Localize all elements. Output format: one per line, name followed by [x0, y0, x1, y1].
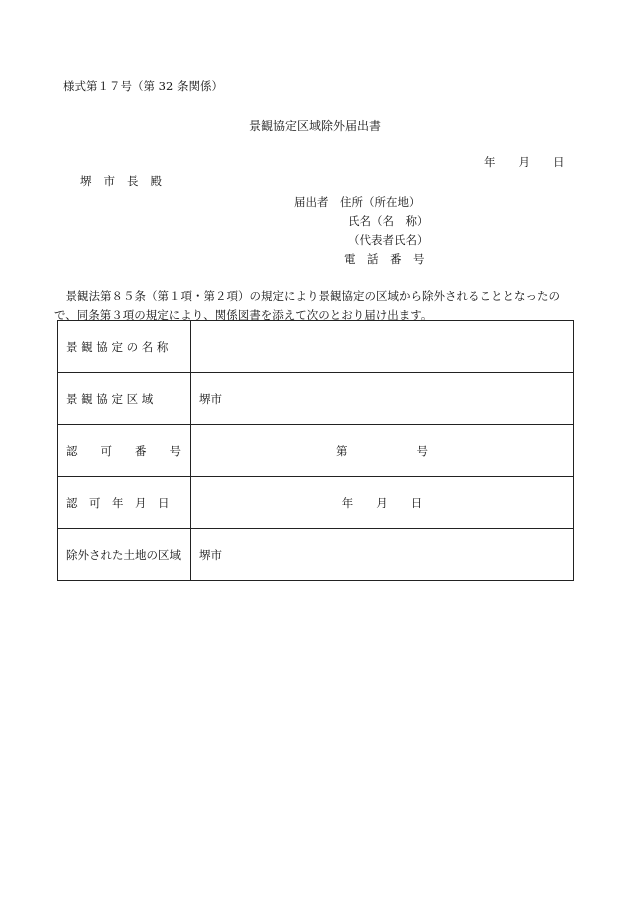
- representative-name-label: （代表者氏名）: [348, 233, 429, 247]
- agreement-name-field[interactable]: [191, 321, 574, 373]
- form-table: [57, 320, 574, 581]
- form-number: 様式第１７号（第 32 条関係）: [63, 79, 223, 93]
- phone-number-label: 電 話 番 号: [344, 252, 425, 266]
- table-row: [58, 529, 574, 581]
- table-row: [58, 373, 574, 425]
- agreement-name-label: 景 観 協 定 の 名 称: [58, 321, 191, 373]
- excluded-land-area-field[interactable]: 堺市: [191, 529, 574, 581]
- approval-date-field[interactable]: 年 月 日: [191, 477, 574, 529]
- addressee: 堺市長殿: [80, 174, 174, 188]
- table-row: [58, 477, 574, 529]
- applicant-name-label: 氏名（名 称）: [348, 214, 429, 228]
- applicant-address-label: 届出者 住所（所在地）: [294, 195, 421, 209]
- approval-date-label: 認 可 年 月 日: [58, 477, 191, 529]
- table-row: [58, 321, 574, 373]
- approval-number-label: 認 可 番 号: [58, 425, 191, 477]
- agreement-area-field[interactable]: 堺市: [191, 373, 574, 425]
- body-paragraph: 景観法第８５条（第１項・第２項）の規定により景観協定の区域から除外されることとなったので、同条第３項の規定により、関係図書を添えて次のとおり届け出ます。: [54, 289, 560, 322]
- agreement-area-label: 景 観 協 定 区 域: [58, 373, 191, 425]
- table-row: [58, 425, 574, 477]
- submission-date: 年 月 日: [484, 155, 565, 169]
- document-title: 景観協定区域除外届出書: [248, 119, 381, 133]
- applicant-block: [294, 193, 429, 269]
- excluded-land-area-label: 除外された土地の区域: [58, 529, 191, 581]
- approval-number-field[interactable]: 第 号: [191, 425, 574, 477]
